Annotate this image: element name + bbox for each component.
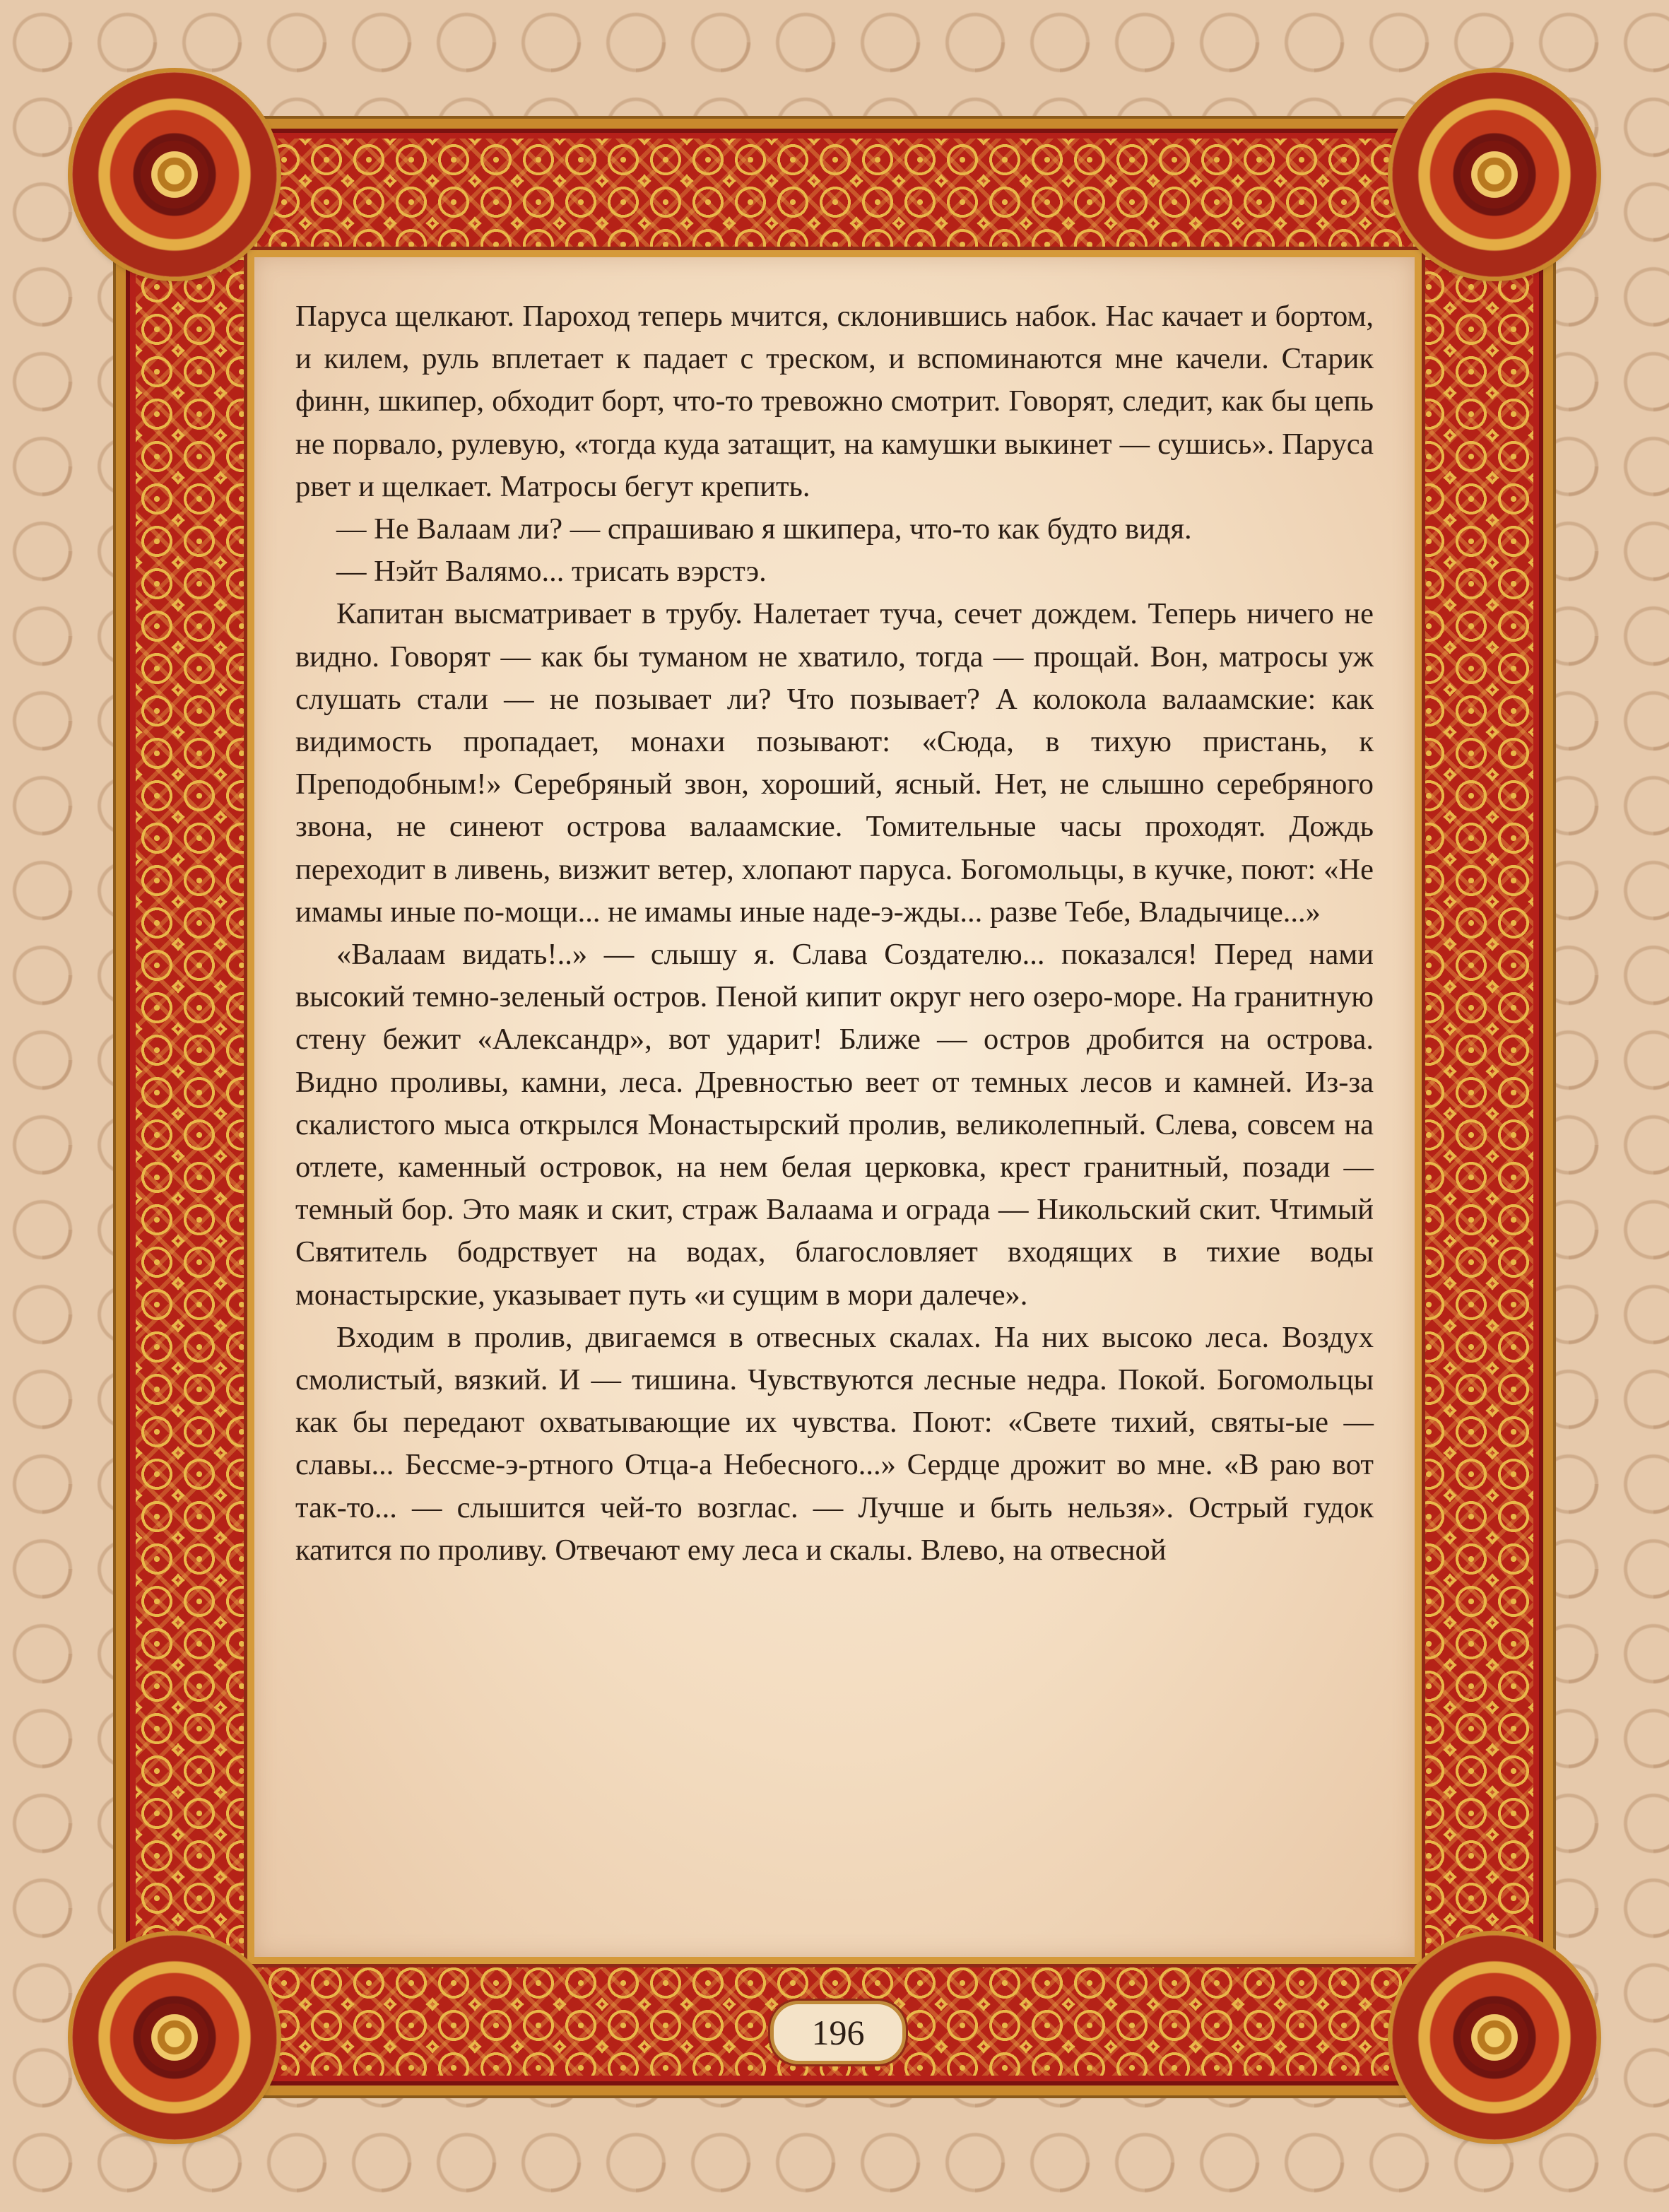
- corner-medallion-bottom-right: [1392, 1935, 1597, 2140]
- paragraph: «Валаам видать!..» — слышу я. Слава Создателю... показался! Перед нами высокий темно-зеленый остров. Пеной кипит округ него озеро-море. На гранитную стену бежит «Александр», вот ударит! Ближе — остров дробится на острова. Видно проливы, камни, леса. Древностью веет от темных лесов и камней. Из-за скалистого мыса открылся Монастырский пролив, великолепный. Слева, совсем на отлете, каменный островок, на нем белая церковка, крест гранитный, позади — темный бор. Это маяк и скит, страж Валаама и ограда — Никольский скит. Чтимый Святитель бодрствует на водах, благословляет входящих в тихие воды монастырские, указывает путь «и сущим в мори далече».: [295, 938, 1374, 1312]
- paragraph: Входим в пролив, двигаемся в отвесных скалах. На них высоко леса. Воздух смолистый, вязкий. И — тишина. Чувствуются лесные недра. Покой. Богомольцы как бы передают охватывающие их чувства. Поют: «Свете тихий, святы-ые — славы... Бессме-э-ртного Отца-а Небесного...» Сердце дрожит во мне. «В раю вот так-то... — слышится чей-то возглас. — Лучше и быть нельзя». Острый гудок катится по проливу. Отвечают ему леса и скалы. Влево, на отвесной: [295, 1320, 1374, 1567]
- paragraph: — Не Валаам ли? — спрашиваю я шкипера, что-то как будто видя.: [336, 512, 1192, 546]
- medallion-emblem-icon: [1461, 2004, 1528, 2071]
- paragraph: Капитан высматривает в трубу. Налетает туча, сечет дождем. Теперь ничего не видно. Говорят — как бы туманом не хватило, тогда — прощай. Вон, матросы уж слушать стали — не позывает ли? Что позывает? А колокола валаамские: как видимость пропадает, монахи позывают: «Сюда, в тихую пристань, к Преподобным!» Серебряный звон, хороший, ясный. Нет, не слышно серебряного звона, не синеют острова валаамские. Томительные часы проходят. Дождь переходит в ливень, визжит ветер, хлопают паруса. Богомольцы, в кучке, поют: «Не имамы иные по-мощи... не имамы иные наде-э-жды... разве Тебе, Владычице...»: [295, 597, 1374, 929]
- page-number: 196: [770, 2001, 906, 2064]
- paragraph: — Нэйт Валямо... трисать вэрстэ.: [336, 555, 767, 589]
- corner-medallion-top-left: [72, 72, 277, 277]
- corner-medallion-bottom-left: [72, 1935, 277, 2140]
- medallion-emblem-icon: [141, 2004, 208, 2071]
- paragraph: Паруса щелкают. Пароход теперь мчится, склонившись набок. Нас качает и бортом, и килем, руль вплетает к падает с треском, и вспоминаются мне качели. Старик финн, шкипер, обходит борт, что-то тревожно смотрит. Говорят, следит, как бы цепь не порвало, рулевую, «тогда куда затащит, на камушки выкинет — сушись». Паруса рвет и щелкает. Матросы бегут крепить.: [295, 300, 1374, 503]
- medallion-emblem-icon: [1461, 141, 1528, 208]
- corner-medallion-top-right: [1392, 72, 1597, 277]
- medallion-emblem-icon: [141, 141, 208, 208]
- body-text: [295, 295, 1374, 1572]
